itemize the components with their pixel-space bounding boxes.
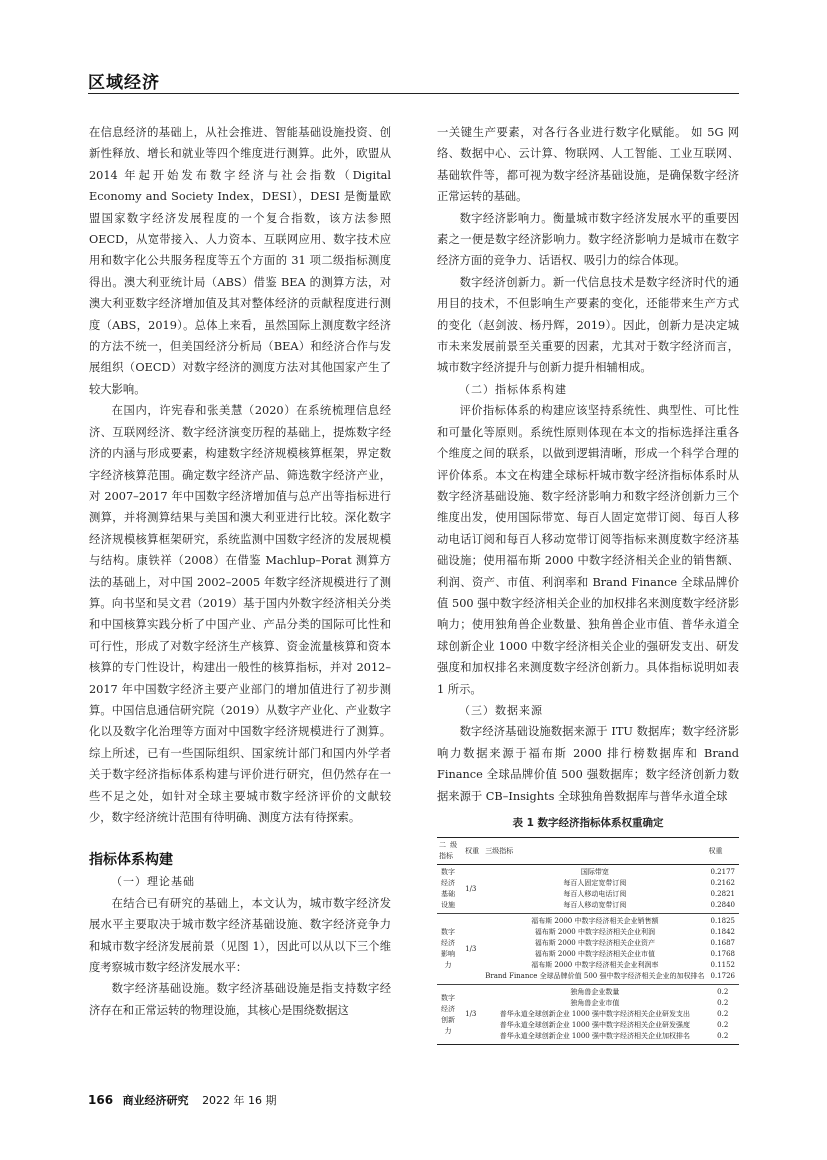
indicator-weight: 0.1825: [710, 917, 735, 925]
section-heading: 指标体系构建: [89, 852, 173, 869]
indicator-name: 福布斯 2000 中数字经济相关企业利润: [534, 928, 655, 936]
indicator-weight: 0.2: [717, 988, 729, 996]
paragraph: 一关键生产要素，对各行各业进行数字化赋能。 如 5G 网络、数据中心、云计算、物联网、人工智能、工业互联网、基础软件等，都可视为数字经济基础设施，是确保数字经济正常运转的基础。: [437, 126, 739, 204]
indicator-weight: 0.1768: [710, 950, 735, 958]
weights-table: [437, 837, 739, 1045]
indicator-weight: 0.2: [717, 999, 729, 1007]
table-cell: 1/3: [465, 1010, 477, 1018]
table-cell: 1/3: [459, 865, 483, 914]
table-cell: [483, 914, 706, 985]
indicator-weight: 0.2162: [710, 879, 735, 887]
section-header: 区域经济: [88, 73, 160, 93]
table-row: [437, 914, 739, 985]
indicator-weight: 0.1687: [710, 939, 735, 947]
table-cell: [706, 865, 739, 914]
paragraph: 在信息经济的基础上，从社会推进、智能基础设施投资、创新性释放、增长和就业等四个维度进行测算。此外，欧盟从 2014 年起开始发布数字经济与社会指数（Digital Economy and Society Index，DESI），DESI 是衡量欧盟国家数字经济发展程度的一个复合指数，该方法参照 OECD，从宽带接入、人力资本、互联网应用、数字技术应用和数字化公共服务程度等五个方面的 31 项二级指标测度得出。澳大利亚统计局（ABS）借鉴 BEA 的测算方法，对澳大利亚数字经济增加值及其对整体经济的贡献程度进行测度（ABS，2019）。总体上来看，虽然国际上测度数字经济的方法不统一，但美国经济分析局（BEA）和经济合作与发展组织（OECD）对数字经济的测度方法对其他国家产生了较大影响。: [89, 126, 391, 396]
table-header-cell: 权重: [459, 838, 483, 865]
indicator-weight: 0.2177: [710, 868, 735, 876]
indicator-weight: 0.1726: [710, 972, 735, 980]
table-cell: 1/3: [459, 914, 483, 985]
table-cell: [706, 985, 739, 1045]
paragraph: 数字经济基础设施数据来源于 ITU 数据库；数字经济影响力数据来源于福布斯 2000 排行榜数据库和 Brand Finance 全球品牌价值 500 强数据库；数字经济创新力数据来源于 CB–Insights 全球独角兽数据库与普华永道全球: [437, 725, 739, 803]
right-column: [437, 122, 739, 1045]
indicator-name: 福布斯 2000 中数字经济相关企业利润率: [531, 961, 659, 969]
indicator-name: 福布斯 2000 中数字经济相关企业资产: [534, 939, 655, 947]
table-header-cell: 权重: [706, 838, 739, 865]
table-header-cell: 三级指标: [483, 838, 706, 865]
paragraph: 评价指标体系的构建应该坚持系统性、典型性、可比性和可量化等原则。系统性原则体现在本文的指标选择注重各个维度之间的联系，以做到逻辑清晰，形成一个科学合理的评价体系。本文在构建全球标杆城市数字经济指标体系时从数字经济基础设施、数字经济影响力和数字经济创新力三个维度出发，使用国际带宽、每百人固定宽带订阅、每百人移动电话订阅和每百人移动宽带订阅等指标来测度数字经济基础设施；使用福布斯 2000 中数字经济相关企业的销售额、利润、资产、市值、利润率和 Brand Finance 全球品牌价值 500 强中数字经济相关企业的加权排名来测度数字经济影响力；使用独角兽企业数量、独角兽企业市值、普华永道全球创新企业 1000 中数字经济相关企业的强研发支出、研发强度和加权排名来测度数字经济创新力。具体指标说明如表 1 所示。: [437, 404, 739, 696]
subsection-heading: （二）指标体系构建: [459, 382, 567, 396]
indicator-weight: 0.2821: [710, 890, 735, 898]
table-header-cell: 二级指标: [437, 838, 459, 865]
indicator-name: 普华永道全球创新企业 1000 强中数字经济相关企业研发强度: [499, 1021, 690, 1029]
table-cell: 数字经济创新力: [441, 993, 456, 1035]
table-cell: [706, 914, 739, 985]
paragraph: 数字经济创新力。新一代信息技术是数字经济时代的通用目的技术，不但影响生产要素的变化，还能带来生产方式的变化（赵剑波、杨丹辉，2019）。因此，创新力是决定城市未来发展前景至关重要的因素，尤其对于数字经济而言，城市数字经济提升与创新力提升相辅相成。: [437, 275, 739, 375]
indicator-name: 每百人固定宽带订阅: [563, 879, 627, 887]
table-caption: 表 1 数字经济指标体系权重确定: [512, 817, 664, 829]
header-rule: [88, 93, 739, 94]
indicator-name: 普华永道全球创新企业 1000 强中数字经济相关企业研发支出: [499, 1010, 690, 1018]
table-row: [437, 865, 739, 914]
table-cell: [483, 865, 706, 914]
subsection-heading: （三）数据来源: [459, 703, 543, 717]
table-row: [437, 985, 739, 1045]
indicator-name: 每百人移动宽带订阅: [563, 901, 627, 909]
left-column: [89, 122, 391, 1021]
table-cell: 数字经济影响力: [437, 914, 459, 985]
paragraph: 数字经济影响力。衡量城市数字经济发展水平的重要因素之一便是数字经济影响力。数字经济影响力是城市在数字经济方面的竞争力、话语权、吸引力的综合体现。: [437, 211, 739, 268]
indicator-name: 普华永道全球创新企业 1000 强中数字经济相关企业加权排名: [499, 1032, 690, 1040]
paragraph: 数字经济基础设施。数字经济基础设施是指支持数字经济存在和正常运转的物理设施，其核心是围绕数据这: [89, 982, 391, 1017]
indicator-weight: 0.2: [717, 1010, 729, 1018]
paragraph: 在结合已有研究的基础上，本文认为，城市数字经济发展水平主要取决于城市数字经济基础设施、数字经济竞争力和城市数字经济发展前景（见图 1），因此可以从以下三个维度考察城市数字经济发展水平：: [89, 896, 391, 975]
indicator-weight: 0.1152: [710, 961, 735, 969]
indicator-weight: 0.2: [717, 1021, 729, 1029]
page-footer: [88, 1092, 277, 1108]
indicator-name: 独角兽企业市值: [570, 999, 620, 1007]
indicator-weight: 0.2: [717, 1032, 729, 1040]
indicator-name: 福布斯 2000 中数字经济相关企业市值: [534, 950, 655, 958]
table-cell: 数字经济基础设施: [437, 865, 459, 914]
indicator-name: 国际带宽: [580, 868, 609, 876]
paragraph: 在国内，许宪春和张美慧（2020）在系统梳理信息经济、互联网经济、数字经济演变历程的基础上，提炼数字经济的内涵与形成要素，构建数字经济规模核算框架，界定数字经济核算范围。确定数字经济产品、筛选数字经济产业，对 2007–2017 年中国数字经济增加值与总产出等指标进行测算，并将测算结果与美国和澳大利亚进行比较。深化数字经济规模核算框架研究，系统监测中国数字经济的发展规模与结构。康铁祥（2008）在借鉴 Machlup–Porat 测算方法的基础上，对中国 2002–2005 年数字经济规模进行了测算。向书坚和吴文君（2019）基于国内外数字经济相关分类和中国核算实践分析了中国产业、产品分类的国际可比性和可行性，形成了对数字经济生产核算、资金流量核算和资本核算的专门性设计，构建出一般性的核算指标，并对 2012–2017 年中国数字经济主要产业部门的增加值进行了初步测算。中国信息通信研究院（2019）从数字产业化、产业数字化以及数字化治理等方面对中国数字经济规模进行了测算。综上所述，已有一些国际组织、国家统计部门和国内外学者关于数字经济指标体系构建与评价进行研究，但仍然存在一些不足之处，如针对全球主要城市数字经济评价的文献较少，数字经济统计范围有待明确、测度方法有待探索。: [89, 404, 391, 824]
indicator-weight: 0.2840: [710, 901, 735, 909]
table-header-row: [437, 838, 739, 865]
subsection-heading: （一）理论基础: [111, 875, 195, 889]
issue-label: 2022 年 16 期: [202, 1094, 277, 1107]
indicator-name: 每百人移动电话订阅: [563, 890, 627, 898]
indicator-name: Brand Finance 全球品牌价值 500 强中数字经济相关企业的加权排名: [485, 972, 705, 980]
table-cell: [483, 985, 706, 1045]
journal-name: 商业经济研究: [122, 1094, 189, 1107]
indicator-name: 福布斯 2000 中数字经济相关企业销售额: [531, 917, 659, 925]
page-number: 166: [88, 1093, 114, 1107]
indicator-weight: 0.1842: [710, 928, 735, 936]
indicator-name: 独角兽企业数量: [570, 988, 620, 996]
